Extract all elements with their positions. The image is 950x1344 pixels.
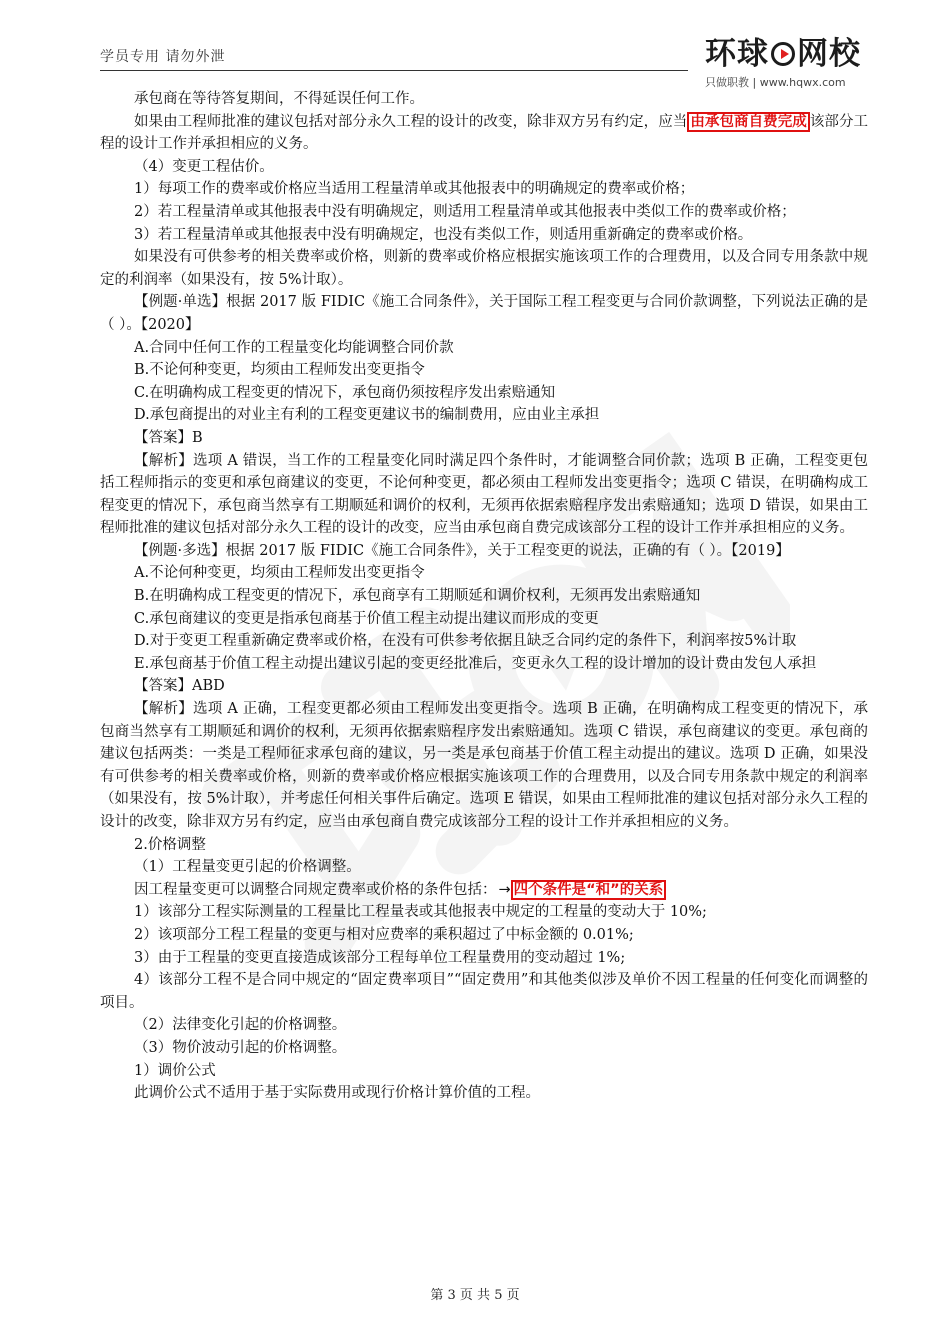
list-item: 3）由于工程量的变更直接造成该部分工程每单位工程量费用的变动超过 1%; bbox=[134, 949, 626, 966]
example-question: 【例题·单选】根据 2017 版 FIDIC《施工合同条件》，关于国际工程工程变更与合同价款调整，下列说法正确的是（ ）。【2020】 bbox=[100, 294, 868, 333]
example-question: 【例题·多选】根据 2017 版 FIDIC《施工合同条件》，关于工程变更的说法，正确的有（ ）。【2019】 bbox=[134, 542, 790, 559]
arrow-right-icon: → bbox=[498, 881, 511, 898]
paragraph-text: 如果由工程师批准的建议包括对部分永久工程的设计的改变，除非双方另有约定，应当 bbox=[134, 113, 688, 130]
header-divider bbox=[100, 70, 688, 71]
option-b: B.不论何种变更，均须由工程师发出变更指令 bbox=[134, 362, 425, 379]
paragraph-text: 因工程量变更可以调整合同规定费率或价格的条件包括： bbox=[134, 881, 497, 898]
subsection-heading: （3）物价波动引起的价格调整。 bbox=[134, 1039, 347, 1056]
logo-text-part2: 网校 bbox=[797, 36, 861, 72]
paragraph: 此调价公式不适用于基于实际费用或现行价格计算价值的工程。 bbox=[134, 1085, 540, 1102]
section-heading: 2.价格调整 bbox=[134, 836, 206, 853]
option-a: A.不论何种变更，均须由工程师发出变更指令 bbox=[134, 565, 425, 582]
list-item: 1）该部分工程实际测量的工程量比工程量表或其他报表中规定的工程量的变动大于 10%; bbox=[134, 904, 707, 921]
play-icon bbox=[771, 42, 795, 66]
header-confidential-note: 学员专用 请勿外泄 bbox=[100, 49, 226, 65]
subsection-heading: （2）法律变化引起的价格调整。 bbox=[134, 1017, 347, 1034]
answer: 【答案】ABD bbox=[134, 678, 225, 695]
option-c: C.承包商建议的变更是指承包商基于价值工程主动提出建议而形成的变更 bbox=[134, 610, 599, 627]
analysis: 【解析】选项 A 正确，工程变更都必须由工程师发出变更指令。选项 B 正确，在明确构成工程变更的情况下，承包商当然享有工期顺延和调价的权利，无须再依据索赔程序发出索赔通知。选项 C 错误，承包商建议的变更。承包商的建议包括两类：一类是工程师征求承包商的建议，另一类是承包商基于价值工程主动提出的建议。选项 D 正确，如果没有可供参考的相关费率或价格，则新的费率或价格应根据实施该项工作的合理费用，以及合同专用条款中规定的利润率（如果没有，按 5%计取），并考虑任何相关事件后确定。选项 E 错误，如果由工程师批准的建议包括对部分永久工程的设计的改变，除非双方另有约定，应当由承包商自费完成该部分工程的设计工作并承担相应的义务。 bbox=[100, 701, 868, 830]
list-item: 2）若工程量清单或其他报表中没有明确规定，则适用工程量清单或其他报表中类似工作的费率或价格； bbox=[134, 203, 796, 220]
list-item: 1）调价公式 bbox=[134, 1062, 216, 1079]
highlight-box: 四个条件是“和”的关系 bbox=[511, 880, 667, 900]
highlight-box: 由承包商自费完成 bbox=[687, 112, 810, 132]
paragraph-text: 该部分工程的设计工作并承担相应的义务。 bbox=[100, 113, 869, 153]
list-item: 3）若工程量清单或其他报表中没有明确规定，也没有类似工作，则适用重新确定的费率或价格。 bbox=[134, 226, 753, 243]
page-number: 第 3 页 共 5 页 bbox=[430, 1288, 520, 1303]
option-c: C.在明确构成工程变更的情况下，承包商仍须按程序发出索赔通知 bbox=[134, 384, 556, 401]
logo-wordmark bbox=[705, 36, 875, 72]
brand-logo bbox=[705, 36, 875, 96]
analysis: 【解析】选项 A 错误，当工作的工程量变化同时满足四个条件时，才能调整合同价款；选项 B 正确，工程变更包括工程师指示的变更和承包商建议的变更，不论何种变更，都必须由工程师发出变更指令；选项 C 错误，在明确构成工程变更的情况下，承包商当然享有工期顺延和调价的权利，无须再依据索赔程序发出索赔通知；选项 D 错误，如果由工程师批准的建议包括对部分永久工程的设计的改变，应当由承包商自费完成该部分工程的设计工作并承担相应的义务。 bbox=[100, 452, 868, 537]
list-item: 4）该部分工程不是合同中规定的“固定费率项目”“固定费用”和其他类似涉及单价不因工程量的任何变化而调整的项目。 bbox=[100, 972, 868, 1011]
option-b: B.在明确构成工程变更的情况下，承包商享有工期顺延和调价权利，无须再发出索赔通知 bbox=[134, 588, 701, 605]
logo-tagline: 只做职教 | www.hqwx.com bbox=[705, 76, 846, 89]
subsection-heading: （1）工程量变更引起的价格调整。 bbox=[134, 859, 361, 876]
answer: 【答案】B bbox=[134, 429, 203, 446]
list-item: 2）该项部分工程工程量的变更与相对应费率的乘积超过了中标金额的 0.01%; bbox=[134, 926, 634, 943]
list-item: 1）每项工作的费率或价格应当适用工程量清单或其他报表中的明确规定的费率或价格； bbox=[134, 181, 695, 198]
option-d: D.对于变更工程重新确定费率或价格，在没有可供参考依据且缺乏合同约定的条件下，利润率按5%计取 bbox=[134, 633, 797, 650]
paragraph: 如果没有可供参考的相关费率或价格，则新的费率或价格应根据实施该项工作的合理费用，以及合同专用条款中规定的利润率（如果没有，按 5%计取）。 bbox=[100, 249, 868, 288]
document-body bbox=[100, 88, 868, 1105]
paragraph: 承包商在等待答复期间，不得延误任何工作。 bbox=[134, 91, 424, 107]
paragraph-with-highlight bbox=[100, 111, 868, 156]
option-a: A.合同中任何工作的工程量变化均能调整合同价款 bbox=[134, 339, 454, 356]
section-heading: （4）变更工程估价。 bbox=[134, 158, 274, 175]
option-d: D.承包商提出的对业主有利的工程变更建议书的编制费用，应由业主承担 bbox=[134, 407, 600, 424]
option-e: E.承包商基于价值工程主动提出建议引起的变更经批准后，变更永久工程的设计增加的设计费由发包人承担 bbox=[134, 655, 817, 672]
logo-text-part1: 环球 bbox=[705, 36, 769, 72]
paragraph-with-highlight bbox=[100, 879, 868, 902]
